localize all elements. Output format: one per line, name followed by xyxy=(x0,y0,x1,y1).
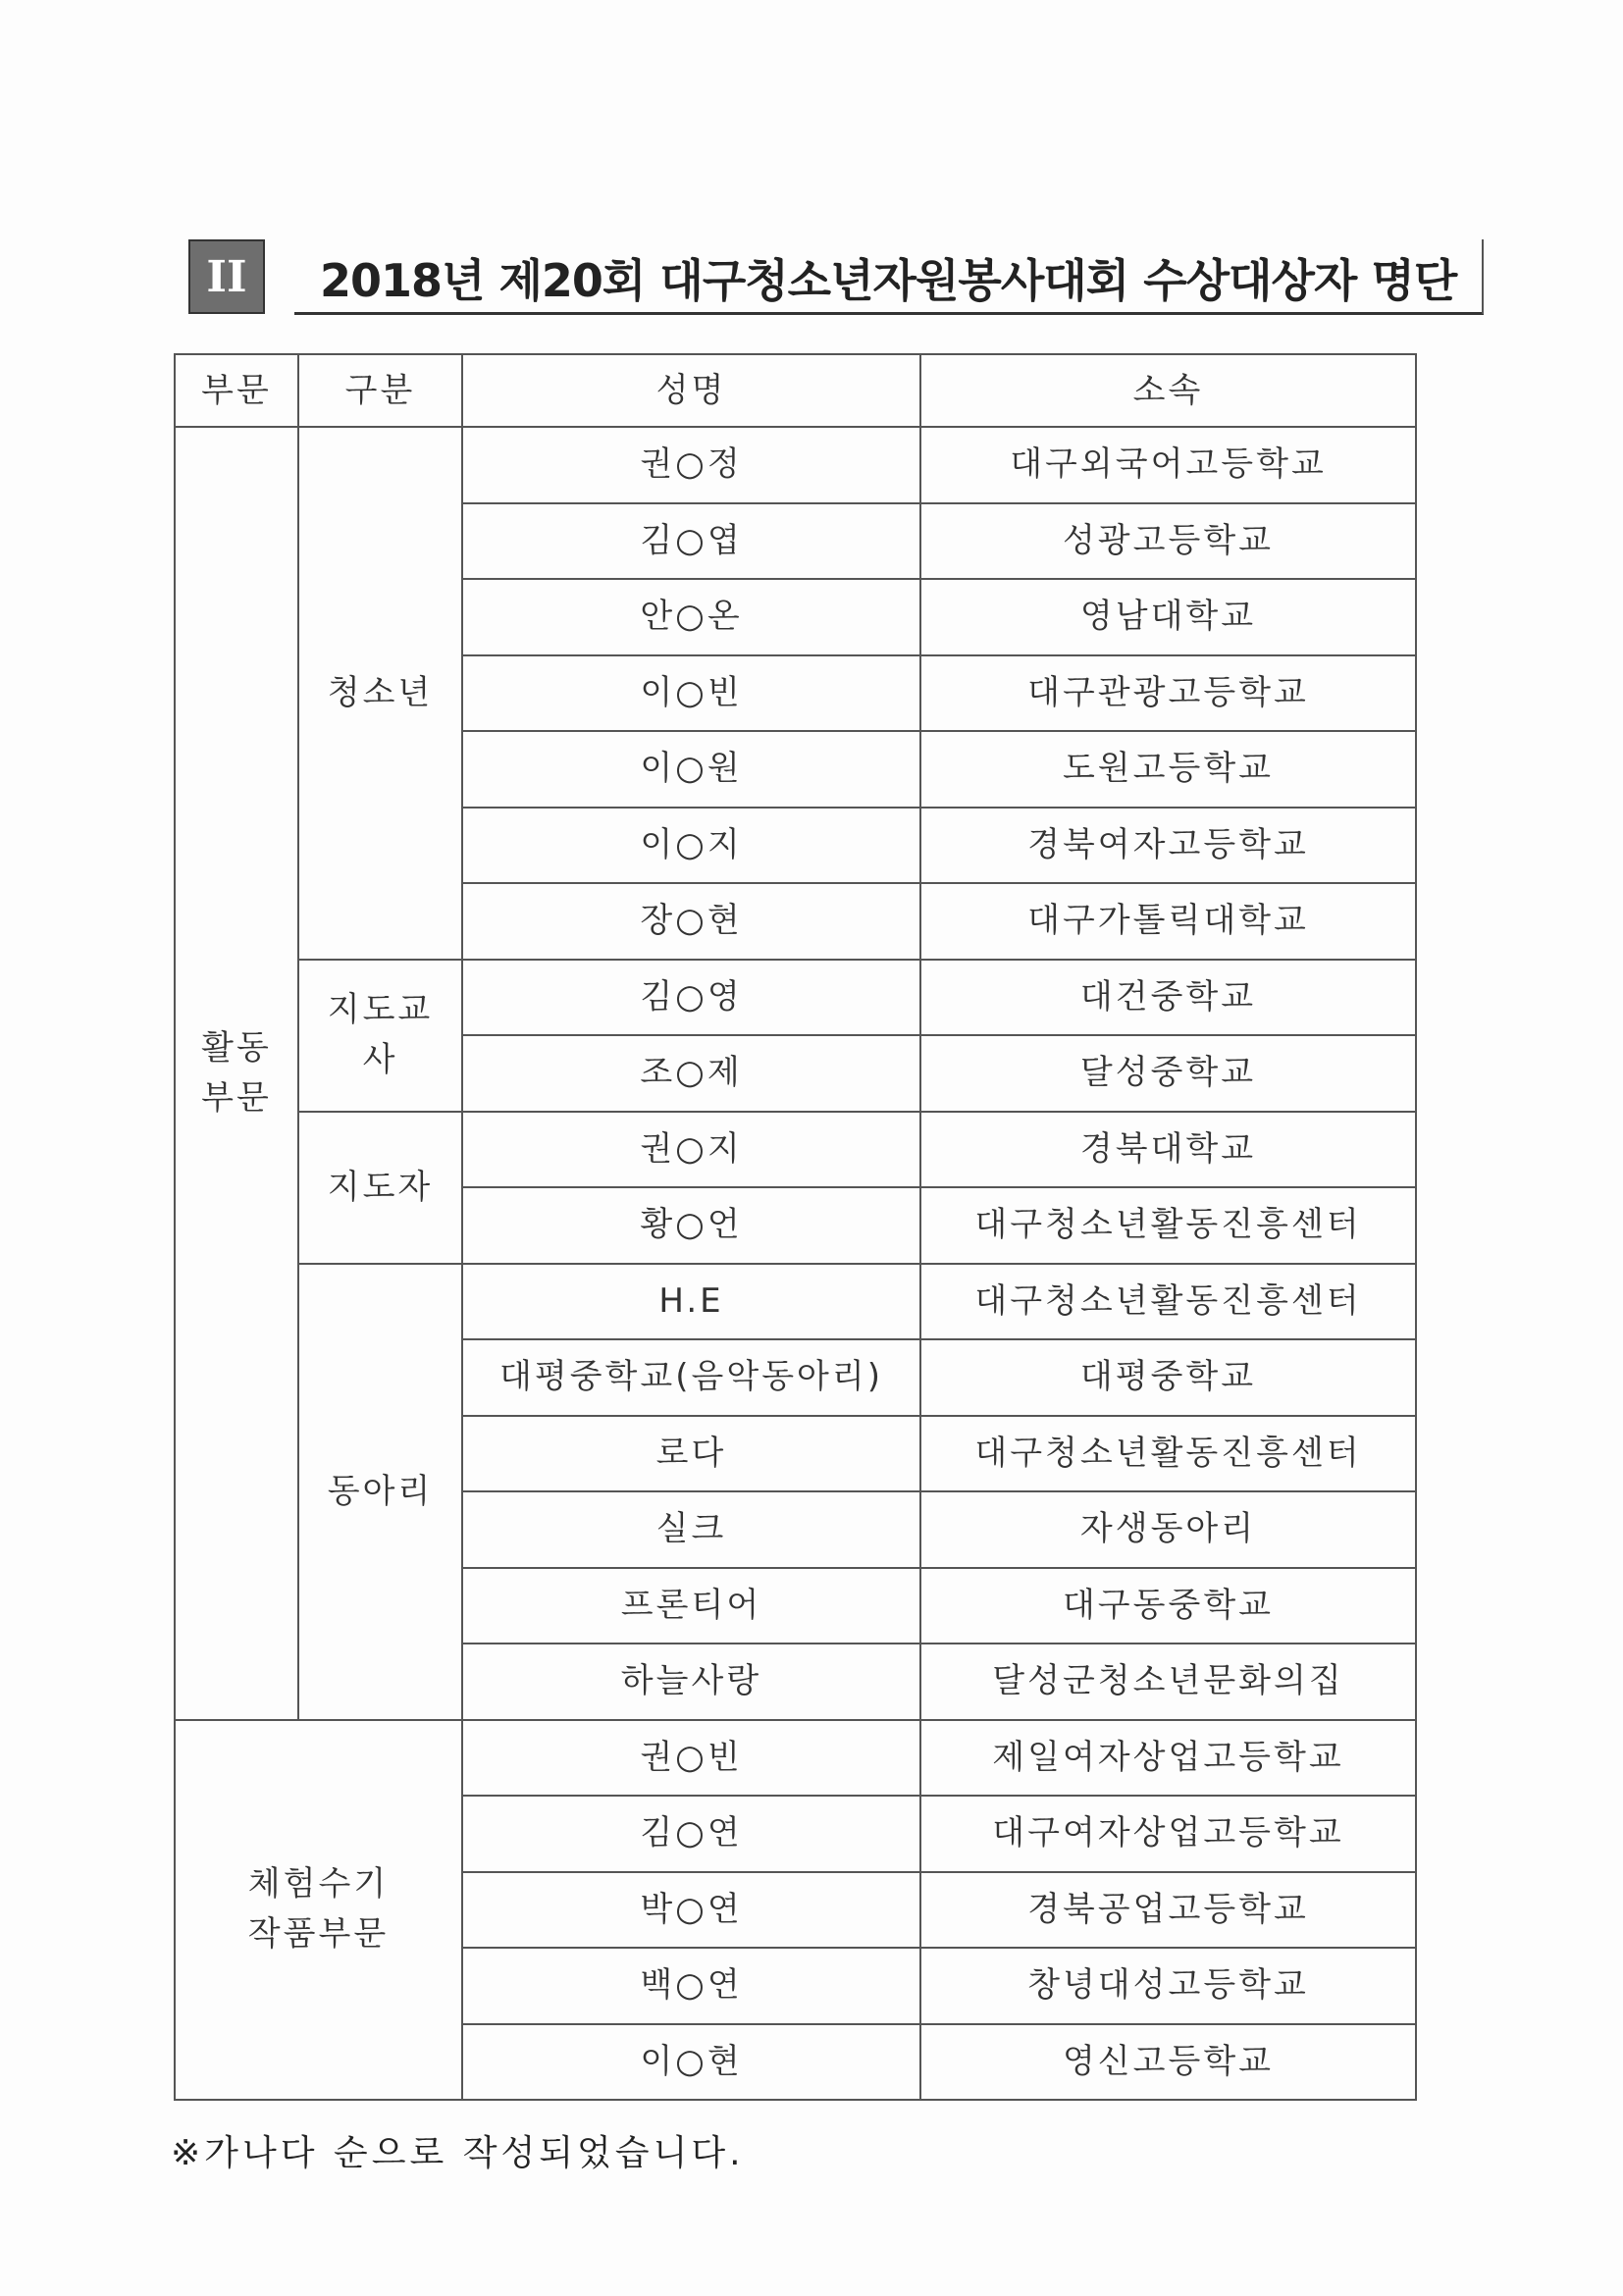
title-underline xyxy=(294,312,1484,315)
division-cell xyxy=(175,427,298,1720)
name-cell: 조○제 xyxy=(462,1035,920,1112)
cell-line: 사 xyxy=(362,1040,398,1079)
name-cell: 박○연 xyxy=(462,1872,920,1949)
awardee-table-body xyxy=(175,354,1416,2100)
cell-line: 부문 xyxy=(201,1077,272,1118)
division-cell xyxy=(175,1720,462,2101)
name-cell: 백○연 xyxy=(462,1948,920,2024)
awardee-table xyxy=(174,353,1417,2101)
column-header: 소속 xyxy=(920,354,1416,427)
affiliation-cell: 대구관광고등학교 xyxy=(920,655,1416,732)
header-row xyxy=(175,354,1416,427)
name-cell: 하늘사랑 xyxy=(462,1644,920,1720)
affiliation-cell: 대구가톨릭대학교 xyxy=(920,883,1416,960)
cell-line: 지도교 xyxy=(327,990,434,1029)
affiliation-cell: 경북여자고등학교 xyxy=(920,808,1416,884)
category-cell xyxy=(298,960,462,1112)
cell-line: 체험수기 xyxy=(247,1864,390,1905)
cell-line: 동아리 xyxy=(327,1471,434,1511)
affiliation-cell: 경북대학교 xyxy=(920,1112,1416,1188)
category-cell xyxy=(298,427,462,960)
cell-line: 지도자 xyxy=(327,1167,434,1207)
table-row xyxy=(175,1264,1416,1340)
affiliation-cell: 도원고등학교 xyxy=(920,731,1416,808)
column-header: 부문 xyxy=(175,354,298,427)
section-number-box xyxy=(188,239,265,314)
cell-line: 작품부문 xyxy=(247,1914,390,1955)
affiliation-cell: 대구청소년활동진흥센터 xyxy=(920,1187,1416,1264)
affiliation-cell: 제일여자상업고등학교 xyxy=(920,1720,1416,1797)
affiliation-cell: 자생동아리 xyxy=(920,1491,1416,1568)
affiliation-cell: 영남대학교 xyxy=(920,579,1416,655)
cell-line: 청소년 xyxy=(327,672,434,712)
name-cell: 로다 xyxy=(462,1416,920,1492)
name-cell: 이○지 xyxy=(462,808,920,884)
table-row xyxy=(175,960,1416,1036)
name-cell: 권○지 xyxy=(462,1112,920,1188)
affiliation-cell: 대평중학교 xyxy=(920,1339,1416,1416)
name-cell: 권○정 xyxy=(462,427,920,503)
affiliation-cell: 대구여자상업고등학교 xyxy=(920,1796,1416,1872)
name-cell: 이○원 xyxy=(462,731,920,808)
affiliation-cell: 대구청소년활동진흥센터 xyxy=(920,1416,1416,1492)
name-cell: 김○연 xyxy=(462,1796,920,1872)
table-row xyxy=(175,427,1416,503)
name-cell: 김○영 xyxy=(462,960,920,1036)
footnote: ※가나다 순으로 작성되었습니다. xyxy=(171,2133,745,2173)
name-cell: 김○엽 xyxy=(462,503,920,580)
name-cell: 대평중학교(음악동아리) xyxy=(462,1339,920,1416)
name-cell: 이○현 xyxy=(462,2024,920,2101)
title-divider xyxy=(1482,239,1484,314)
cell-line: 활동 xyxy=(201,1027,272,1068)
affiliation-cell: 대건중학교 xyxy=(920,960,1416,1036)
affiliation-cell: 경북공업고등학교 xyxy=(920,1872,1416,1949)
affiliation-cell: 대구동중학교 xyxy=(920,1568,1416,1644)
name-cell: 권○빈 xyxy=(462,1720,920,1797)
page-title: 2018년 제20회 대구청소년자원봉사대회 수상대상자 명단 xyxy=(320,254,1457,307)
name-cell: 안○온 xyxy=(462,579,920,655)
affiliation-cell: 성광고등학교 xyxy=(920,503,1416,580)
affiliation-cell: 대구청소년활동진흥센터 xyxy=(920,1264,1416,1340)
affiliation-cell: 창녕대성고등학교 xyxy=(920,1948,1416,2024)
table-row xyxy=(175,1720,1416,1797)
table-row xyxy=(175,1112,1416,1188)
name-cell: 실크 xyxy=(462,1491,920,1568)
name-cell: H.E xyxy=(462,1264,920,1340)
affiliation-cell: 달성중학교 xyxy=(920,1035,1416,1112)
category-cell xyxy=(298,1264,462,1720)
name-cell: 황○언 xyxy=(462,1187,920,1264)
name-cell: 이○빈 xyxy=(462,655,920,732)
section-number: II xyxy=(206,251,247,302)
category-cell xyxy=(298,1112,462,1264)
column-header: 구분 xyxy=(298,354,462,427)
column-header: 성명 xyxy=(462,354,920,427)
name-cell: 프론티어 xyxy=(462,1568,920,1644)
affiliation-cell: 대구외국어고등학교 xyxy=(920,427,1416,503)
affiliation-cell: 영신고등학교 xyxy=(920,2024,1416,2101)
name-cell: 장○현 xyxy=(462,883,920,960)
affiliation-cell: 달성군청소년문화의집 xyxy=(920,1644,1416,1720)
